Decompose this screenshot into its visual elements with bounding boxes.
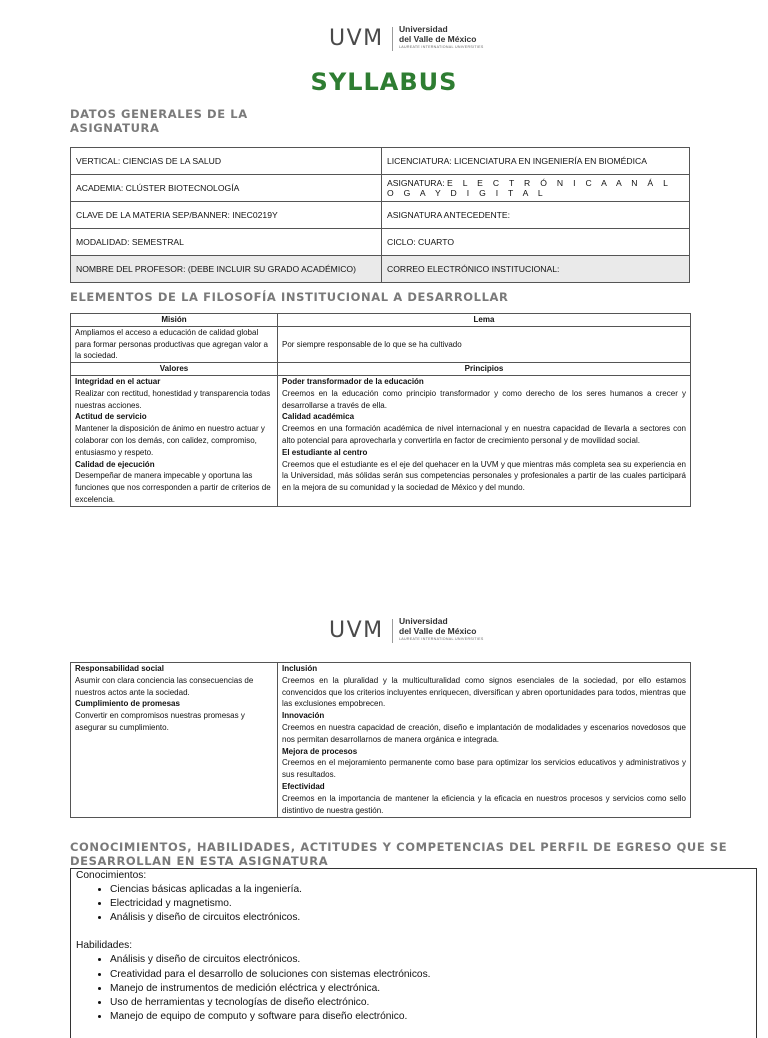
- list-item: • Manejo de instrumentos de medición eléctrica y electrónica.: [110, 982, 751, 996]
- asignatura-cell: [382, 175, 690, 202]
- table-row: [71, 229, 690, 256]
- principio-text: Creemos en la educación como principio transformador y como derecho de los seres humanos a crecer y desarrollarse a través de ella.: [282, 388, 686, 410]
- uvm-logo-page2: [0, 616, 768, 646]
- logo-divider: [392, 619, 393, 643]
- principio-title: Efectividad: [282, 781, 325, 791]
- lema-header: Lema: [278, 314, 691, 327]
- table-row: [71, 363, 691, 376]
- principios-cell: [278, 375, 691, 506]
- principio-text: Creemos en el mejoramiento permanente como base para optimizar los servicios educativos y administrativos y sus resultados.: [282, 758, 686, 780]
- antecedente-cell: ASIGNATURA ANTECEDENTE:: [382, 202, 690, 229]
- conocimientos-list: [76, 883, 751, 925]
- uvm-logo: [0, 24, 768, 54]
- correo-cell: CORREO ELECTRÓNICO INSTITUCIONAL:: [382, 256, 690, 283]
- filosofia-heading: ELEMENTOS DE LA FILOSOFÍA INSTITUCIONAL A DESARROLLAR: [70, 290, 509, 304]
- valores-cell: [71, 375, 278, 506]
- list-item: • Creatividad para el desarrollo de soluciones con sistemas electrónicos.: [110, 968, 751, 982]
- valor-text: Asumir con clara conciencia las consecuencias de nuestros actos ante la sociedad.: [75, 675, 254, 697]
- valor-title: Integridad en el actuar: [75, 376, 161, 386]
- list-item: • Electricidad y magnetismo.: [110, 897, 751, 911]
- principios-cell: [278, 663, 691, 818]
- profesor-cell: NOMBRE DEL PROFESOR: (DEBE INCLUIR SU GRADO ACADÉMICO): [71, 256, 382, 283]
- licenciatura-cell: LICENCIATURA: LICENCIATURA EN INGENIERÍA EN BIOMÉDICA: [382, 148, 690, 175]
- table-row: [71, 314, 691, 327]
- datos-generales-table: [70, 147, 690, 283]
- principio-title: Innovación: [282, 711, 325, 721]
- valor-title: Calidad de ejecución: [75, 459, 155, 469]
- principio-text: Creemos en nuestra capacidad de creación, diseño e implantación de modalidades y escenarios novedosos que nos permitan desarrollarnos de manera orgánica e integrada.: [282, 722, 686, 744]
- asignatura-value: E L E C T R Ó N I C A A N Á L O G A Y D I G I T A L: [387, 178, 672, 198]
- lema-text: Por siempre responsable de lo que se ha cultivado: [278, 326, 691, 362]
- datos-heading-line1: DATOS GENERALES DE LA: [70, 107, 248, 121]
- competencias-box: [70, 868, 757, 1038]
- valor-text: Realizar con rectitud, honestidad y transparencia todas nuestras acciones.: [75, 388, 271, 410]
- principio-title: El estudiante al centro: [282, 447, 368, 457]
- habilidades-list: [76, 953, 751, 1023]
- ciclo-cell: CICLO: CUARTO: [382, 229, 690, 256]
- table-row: [71, 663, 691, 818]
- modalidad-cell: MODALIDAD: SEMESTRAL: [71, 229, 382, 256]
- principio-text: Creemos que el estudiante es el eje del quehacer en la UVM y que mientras más completa sea su experiencia en la Universidad, más sólidas serán sus competencias personales y profesionales a partir de las cuales participará en la mejora de su comunidad y la sociedad de México y del mundo.: [282, 459, 686, 493]
- datos-heading-line2: ASIGNATURA: [70, 121, 160, 135]
- logo-line3: LAUREATE INTERNATIONAL UNIVERSITIES: [399, 45, 484, 49]
- conocimientos-label: Conocimientos:: [76, 870, 147, 881]
- filosofia-table-continued: [70, 662, 691, 818]
- list-item: • Ciencias básicas aplicadas a la ingeniería.: [110, 883, 751, 897]
- table-row: [71, 148, 690, 175]
- valor-text: Mantener la disposición de ánimo en nuestro actuar y colaborar con los demás, con calidez, compromiso, entusiasmo y respeto.: [75, 424, 265, 457]
- competencias-heading-line1: CONOCIMIENTOS, HABILIDADES, ACTITUDES Y COMPETENCIAS DEL PERFIL DE EGRESO QUE SE: [70, 840, 728, 854]
- logo-line3: LAUREATE INTERNATIONAL UNIVERSITIES: [399, 637, 484, 641]
- logo-line1: Universidad: [399, 616, 448, 626]
- valor-text: Convertir en compromisos nuestras promesas y asegurar su cumplimiento.: [75, 711, 245, 732]
- logo-line2: del Valle de México: [399, 34, 477, 44]
- list-item: • Uso de herramientas y tecnologías de diseño electrónico.: [110, 996, 751, 1010]
- filosofia-table: [70, 313, 691, 507]
- asignatura-label: ASIGNATURA:: [387, 178, 448, 188]
- valores-cell: [71, 663, 278, 818]
- principio-text: Creemos en la pluralidad y la multiculturalidad como signos esenciales de la sociedad, por ello estamos convencidos que los criterios incluyentes enriquecen, diversifican y abren oportunidades para todos, mientras que las exclusiones empobrecen.: [282, 675, 686, 709]
- principio-text: Creemos en una formación académica de nivel internacional y en nuestra capacidad de llevarla a sectores con alto potencial para aprovecharla y convertirla en factor de crecimiento personal y de movilidad social.: [282, 424, 686, 445]
- principios-header: Principios: [278, 363, 691, 376]
- academia-cell: ACADEMIA: CLÚSTER BIOTECNOLOGÍA: [71, 175, 382, 202]
- logo-brand: UVM: [329, 618, 384, 643]
- valores-header: Valores: [71, 363, 278, 376]
- habilidades-label: Habilidades:: [76, 940, 133, 952]
- logo-line1: Universidad: [399, 24, 448, 34]
- logo-brand: UVM: [329, 26, 384, 51]
- competencias-heading: [70, 840, 727, 868]
- logo-line2: del Valle de México: [399, 626, 477, 636]
- principio-text: Creemos en la importancia de mantener la eficiencia y la eficacia en nuestros procesos y servicios como sello distintivo de nuestra gestión.: [282, 793, 686, 815]
- valor-title: Responsabilidad social: [75, 664, 164, 673]
- list-item: • Análisis y diseño de circuitos electrónicos.: [110, 911, 751, 925]
- mision-header: Misión: [71, 314, 278, 327]
- page-title: SYLLABUS: [310, 68, 458, 96]
- valor-text: Desempeñar de manera impecable y oportuna las funciones que nos corresponden a partir de criterios de excelencia.: [75, 471, 271, 504]
- spacer: [76, 925, 751, 939]
- principio-title: Inclusión: [282, 664, 318, 673]
- vertical-cell: VERTICAL: CIENCIAS DE LA SALUD: [71, 148, 382, 175]
- table-row: [71, 202, 690, 229]
- table-row: [71, 326, 691, 362]
- principio-title: Mejora de procesos: [282, 746, 358, 756]
- table-row: [71, 256, 690, 283]
- list-item: • Análisis y diseño de circuitos electrónicos.: [110, 953, 751, 967]
- table-row: [71, 175, 690, 202]
- principio-title: Calidad académica: [282, 412, 355, 422]
- mision-text: Ampliamos el acceso a educación de calidad global para formar personas productivas que agregan valor a la sociedad.: [71, 326, 278, 362]
- valor-title: Actitud de servicio: [75, 412, 147, 422]
- competencias-heading-line2: DESARROLLAN EN ESTA ASIGNATURA: [70, 854, 329, 868]
- principio-title: Poder transformador de la educación: [282, 376, 424, 386]
- table-row: [71, 375, 691, 506]
- clave-cell: CLAVE DE LA MATERIA SEP/BANNER: INEC0219Y: [71, 202, 382, 229]
- valor-title: Cumplimiento de promesas: [75, 699, 180, 709]
- logo-divider: [392, 27, 393, 51]
- datos-heading: [70, 107, 248, 135]
- list-item: • Manejo de equipo de computo y software para diseño electrónico.: [110, 1010, 751, 1024]
